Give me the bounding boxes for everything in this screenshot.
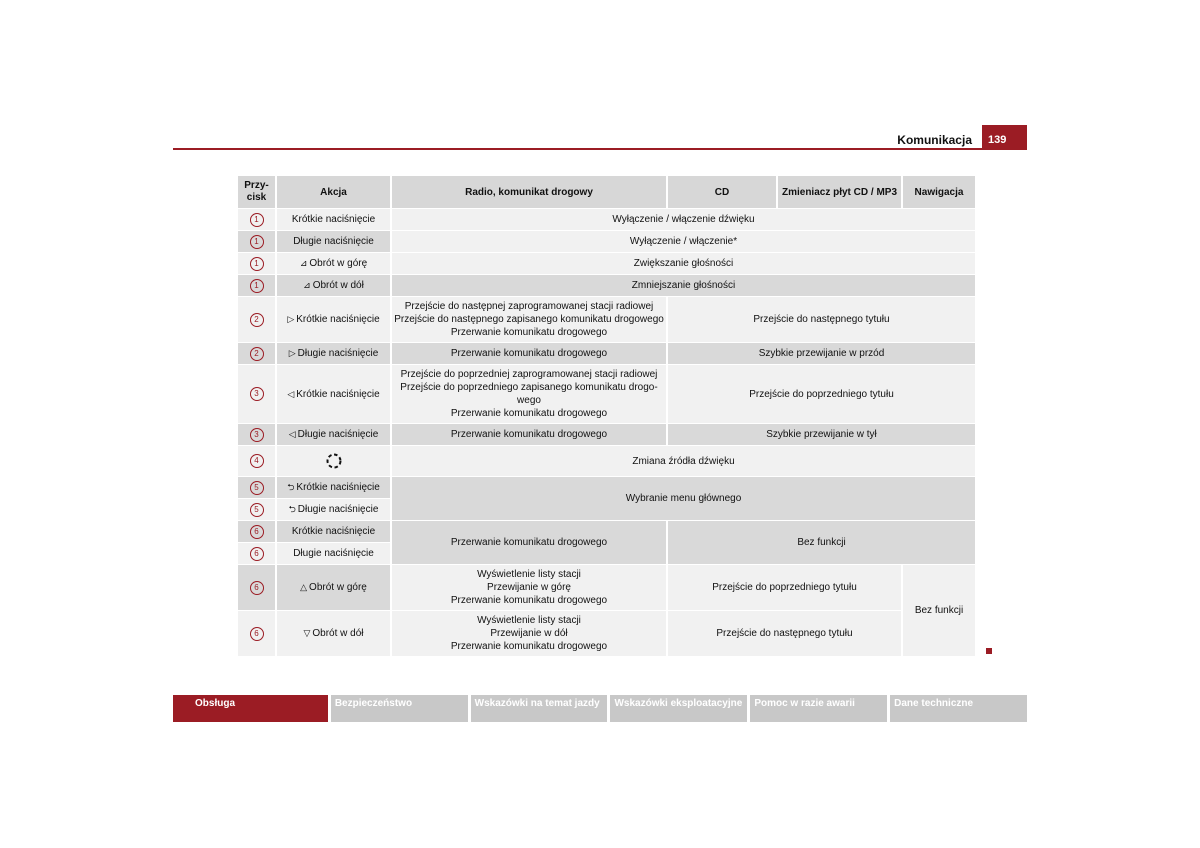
back-icon: ⮌ <box>287 482 295 492</box>
radio-cell <box>392 297 666 342</box>
action-cell <box>277 565 390 610</box>
radio-line: Przejście do następnego zapisanego komunikatu drogowego <box>394 314 664 325</box>
col-header-navigation: Nawigacja <box>903 176 975 208</box>
action-cell <box>277 275 390 296</box>
radio-cell <box>392 611 666 656</box>
action-label: Długie naciśnięcie <box>297 348 379 359</box>
radio-line: Wyświetlenie listy stacji <box>477 569 581 580</box>
rotate-down-icon: ▽ <box>303 628 311 638</box>
button-number-2: 2 <box>250 313 264 327</box>
button-number-4: 4 <box>250 454 264 468</box>
button-number-6: 6 <box>250 581 264 595</box>
table-row <box>238 365 975 423</box>
table-row <box>238 343 975 364</box>
button-number-6: 6 <box>250 627 264 641</box>
tab-dane-techniczne[interactable]: Dane techniczne <box>890 695 1027 722</box>
section-end-marker <box>986 648 992 654</box>
button-number-5: 5 <box>250 503 264 517</box>
media-cell: Przejście do następnego tytułu <box>668 297 975 342</box>
radio-cell <box>392 565 666 610</box>
action-label: Krótkie naciśnięcie <box>296 388 380 400</box>
table-row <box>238 611 975 656</box>
back-icon: ⮌ <box>288 504 296 514</box>
button-number-1: 1 <box>250 279 264 293</box>
action-cell <box>277 424 390 445</box>
footer-nav <box>173 695 1027 722</box>
section-title: Komunikacja <box>897 133 972 147</box>
button-number-6: 6 <box>250 547 264 561</box>
action-cell <box>277 297 390 342</box>
action-cell <box>277 253 390 274</box>
media-cell: Szybkie przewijanie w tył <box>668 424 975 445</box>
table-row <box>238 521 975 542</box>
button-number-6: 6 <box>250 525 264 539</box>
function-cell: Zmiana źródła dźwięku <box>392 446 975 476</box>
table-row <box>238 565 975 610</box>
radio-cell: Przerwanie komunikatu drogowego <box>392 521 666 564</box>
col-header-radio: Radio, komunikat drogowy <box>392 176 666 208</box>
media-cell: Szybkie przewijanie w przód <box>668 343 975 364</box>
col-header-button: Przy- cisk <box>238 176 275 208</box>
action-label: Krótkie naciśnięcie <box>296 482 380 493</box>
tab-wskazowki-jazdy[interactable]: Wskazówki na temat jazdy <box>471 695 608 722</box>
page-number: 139 <box>982 125 1027 149</box>
button-number-1: 1 <box>250 235 264 249</box>
radio-line: Przerwanie komunikatu drogowego <box>450 641 608 652</box>
tab-pomoc[interactable]: Pomoc w razie awarii <box>750 695 887 722</box>
radio-cell: Przerwanie komunikatu drogowego <box>392 343 666 364</box>
media-cell: Przejście do poprzedniego tytułu <box>668 565 901 610</box>
media-cell: Bez funkcji <box>668 521 975 564</box>
volume-up-icon: ⊿ <box>299 258 308 268</box>
action-cell: Krótkie naciśnięcie <box>277 521 390 542</box>
tab-bezpieczenstwo[interactable]: Bezpieczeństwo <box>331 695 468 722</box>
tab-wskazowki-eksploatacyjne[interactable]: Wskazówki eksploatacyjne <box>610 695 747 722</box>
button-number-3: 3 <box>250 428 264 442</box>
source-rotate-icon <box>324 451 344 471</box>
prev-arrow-icon: ◁ <box>288 429 296 439</box>
radio-cell <box>392 365 666 423</box>
table-row <box>238 275 975 296</box>
table-header-row <box>238 176 975 208</box>
col-header-cd: CD <box>668 176 776 208</box>
controls-table <box>236 175 977 657</box>
col-header-action: Akcja <box>277 176 390 208</box>
action-label: Długie naciśnięcie <box>297 504 379 515</box>
action-cell: Długie naciśnięcie <box>277 231 390 252</box>
function-cell: Zmniejszanie głośności <box>392 275 975 296</box>
action-cell: Krótkie naciśnięcie <box>277 209 390 230</box>
action-label: Obrót w dół <box>312 280 364 291</box>
button-number-3: 3 <box>250 387 264 401</box>
media-cell: Przejście do poprzedniego tytułu <box>668 365 975 423</box>
rotate-up-icon: △ <box>300 582 308 592</box>
button-number-5: 5 <box>250 481 264 495</box>
table-row <box>238 477 975 498</box>
next-arrow-icon: ▷ <box>288 348 296 358</box>
action-cell <box>277 611 390 656</box>
action-label: Długie naciśnięcie <box>297 429 379 440</box>
table-row <box>238 253 975 274</box>
radio-line: Przewijanie w górę <box>487 582 571 593</box>
media-cell: Przejście do następnego tytułu <box>668 611 901 656</box>
action-label: Obrót w dół <box>312 628 364 639</box>
radio-line: Przerwanie komunikatu drogowego <box>450 408 608 419</box>
radio-cell: Przerwanie komunikatu drogowego <box>392 424 666 445</box>
table-row <box>238 297 975 342</box>
action-cell <box>277 365 390 423</box>
navigation-cell: Bez funkcji <box>903 565 975 656</box>
function-cell: Wyłączenie / włączenie dźwięku <box>392 209 975 230</box>
button-number-1: 1 <box>250 213 264 227</box>
action-label: Obrót w górę <box>309 582 367 593</box>
table-row <box>238 231 975 252</box>
next-arrow-icon: ▷ <box>287 314 295 324</box>
radio-line: Przerwanie komunikatu drogowego <box>450 327 608 338</box>
volume-down-icon: ⊿ <box>303 280 311 290</box>
action-cell <box>277 499 390 520</box>
table-row <box>238 446 975 476</box>
prev-arrow-icon: ◁ <box>287 388 295 399</box>
table-row <box>238 209 975 230</box>
function-cell: Zwiększanie głośności <box>392 253 975 274</box>
action-label: Krótkie naciśnięcie <box>296 314 380 325</box>
col-header-changer: Zmieniacz płyt CD / MP3 <box>778 176 901 208</box>
header-rule <box>173 148 1027 150</box>
action-cell <box>277 477 390 498</box>
action-label: Obrót w górę <box>309 258 368 269</box>
radio-line: wego <box>517 395 541 406</box>
action-cell <box>277 446 390 476</box>
radio-line: Przewijanie w dół <box>490 628 568 639</box>
action-cell: Długie naciśnięcie <box>277 543 390 564</box>
tab-obsluga[interactable]: Obsługa <box>173 695 328 722</box>
radio-line: Przejście do następnej zaprogramowanej stacji radiowej <box>404 301 654 312</box>
button-number-1: 1 <box>250 257 264 271</box>
radio-line: Przejście do poprzedniej zaprogramowanej stacji radiowej <box>400 369 658 380</box>
function-cell: Wyłączenie / włączenie* <box>392 231 975 252</box>
action-cell <box>277 343 390 364</box>
button-number-2: 2 <box>250 347 264 361</box>
function-cell: Wybranie menu głównego <box>392 477 975 520</box>
radio-line: Przejście do poprzedniego zapisanego komunikatu drogo- <box>400 382 658 393</box>
radio-line: Wyświetlenie listy stacji <box>477 615 581 626</box>
radio-line: Przerwanie komunikatu drogowego <box>450 595 608 606</box>
table-row <box>238 424 975 445</box>
